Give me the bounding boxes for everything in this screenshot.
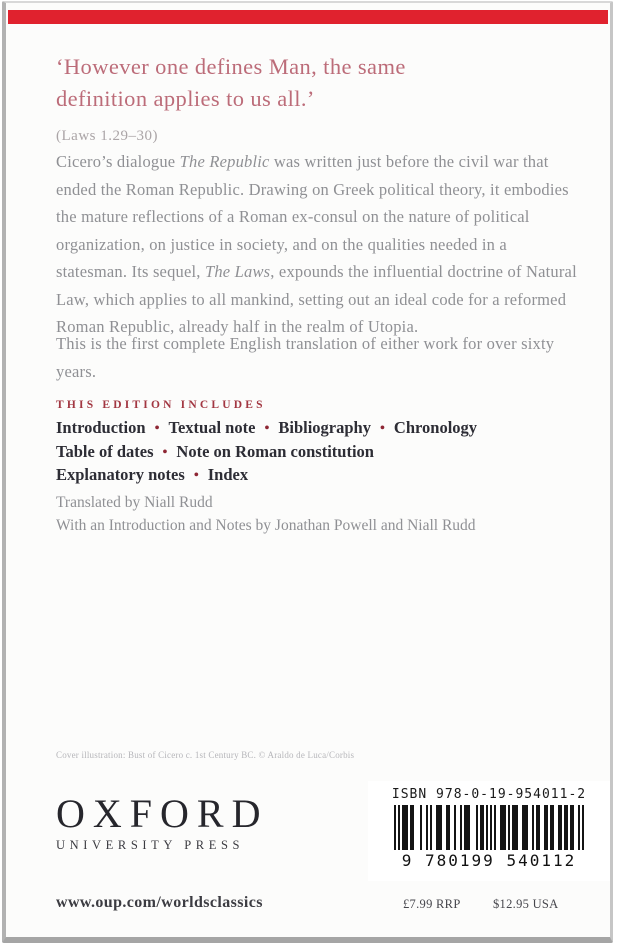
edition-item: Bibliography — [278, 418, 371, 437]
quote-reference: (Laws 1.29–30) — [56, 128, 158, 144]
editors-credit: With an Introduction and Notes by Jonathan Powell and Niall Rudd — [56, 517, 476, 534]
edition-item: Index — [207, 465, 249, 484]
publisher-subname: UNIVERSITY PRESS — [56, 838, 245, 852]
quote-line-1: ‘However one defines Man, the same — [56, 54, 406, 79]
publisher-name: OXFORD — [56, 791, 269, 836]
bullet-icon: • — [193, 468, 199, 483]
top-red-band — [8, 10, 608, 24]
edition-item: Note on Roman constitution — [176, 441, 374, 461]
bullet-icon: • — [154, 421, 160, 436]
translator-credit: Translated by Niall Rudd — [56, 494, 213, 511]
cover-illustration-credit: Cover illustration: Bust of Cicero c. 1st Century BC. © Araldo de Luca/Corbis — [56, 750, 355, 760]
blurb-text: Cicero’s dialogue — [56, 152, 180, 171]
edition-item: Explanatory notes — [56, 465, 185, 484]
quote-block — [56, 51, 406, 152]
barcode-bars — [394, 805, 584, 850]
edition-item: Textual note — [168, 418, 256, 437]
book-title-the-laws: The Laws — [204, 262, 271, 281]
book-back-cover — [2, 1, 613, 943]
edition-line-2 — [56, 441, 596, 465]
edition-item: Table of dates — [56, 441, 154, 461]
edition-item: Chronology — [393, 418, 478, 437]
price-usa: $12.95 USA — [493, 897, 559, 911]
edition-item: Introduction — [56, 418, 146, 437]
blurb-text: was written just before the civil war that ended the Roman Republic. Drawing on Greek political theory, it embodies the mature reflections of a Roman ex-consul on the nature of political organization, on justice in society, and on the qualities needed in a statesman. Its sequel, — [56, 152, 569, 281]
bullet-icon: • — [264, 421, 270, 436]
bullet-icon: • — [162, 444, 168, 460]
blurb-paragraph-2: This is the first complete English translation of either work for over sixty years. — [56, 334, 555, 381]
publisher-website: www.oup.com/worldsclassics — [56, 894, 263, 911]
isbn-label: ISBN 978-0-19-954011-2 — [391, 787, 587, 802]
edition-line-1 — [56, 417, 596, 441]
quote-line-2: definition applies to us all.’ — [56, 86, 315, 111]
blurb-text: , expounds the influential doctrine of Natural Law, which applies to all mankind, setting out an ideal code for a reformed Roman Republic, already half in the realm of Utopia. — [56, 262, 577, 336]
barcode-number: 9 780199 540112 — [401, 851, 577, 870]
barcode-box — [368, 781, 610, 881]
book-title-the-republic: The Republic — [179, 152, 270, 171]
credits-block — [56, 491, 476, 537]
edition-includes-heading: THIS EDITION INCLUDES — [56, 399, 266, 411]
edition-line-3 — [56, 464, 596, 488]
bullet-icon: • — [379, 421, 385, 436]
edition-includes-list — [56, 417, 596, 488]
publisher-logo — [56, 793, 268, 853]
price-rrp: £7.99 RRP — [403, 897, 461, 911]
blurb-paragraph-1 — [56, 148, 578, 341]
